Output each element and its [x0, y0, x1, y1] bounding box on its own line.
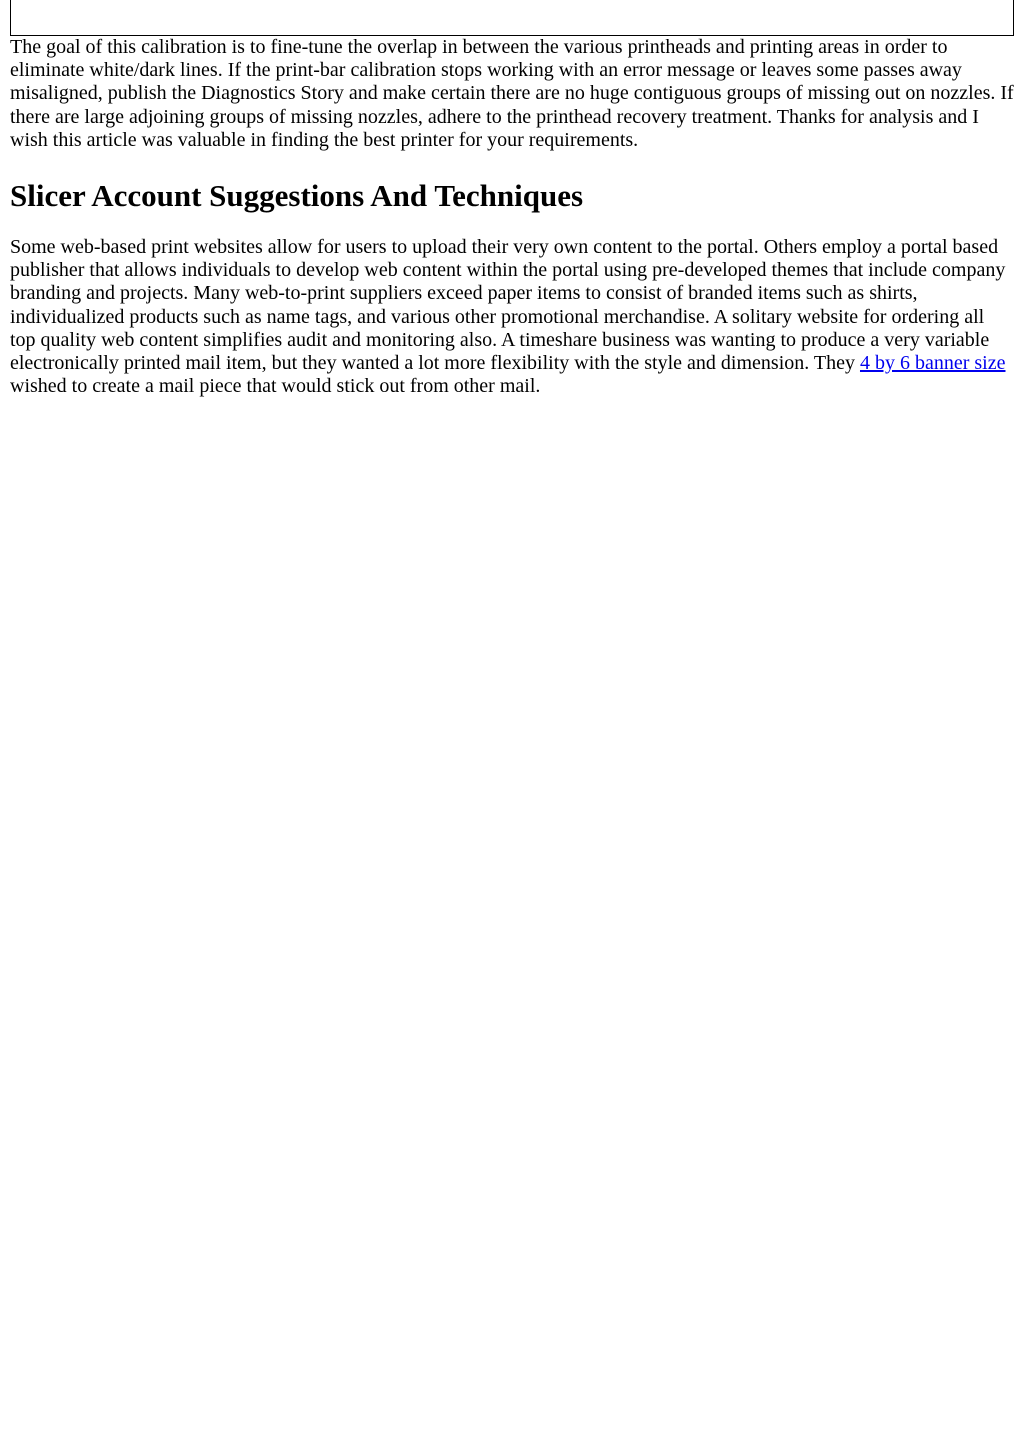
- embedded-frame: [10, 0, 1014, 36]
- section-heading: Slicer Account Suggestions And Techniques: [10, 178, 584, 214]
- article-page: [0, 0, 1024, 398]
- section-paragraph-text-after: wished to create a mail piece that would stick out from other mail.: [10, 375, 541, 398]
- banner-size-link[interactable]: 4 by 6 banner size: [859, 352, 1006, 375]
- section-paragraph: [10, 236, 1014, 398]
- section-paragraph-text-before: Some web-based print websites allow for users to upload their very own content to the portal. Others employ a portal based publisher that allows individuals to develop web content within the portal using pre-developed themes that include company branding and projects. Many web-to-print suppliers exceed paper items to consist of branded items such as shirts, individualized products such as name tags, and various other promotional merchandise. A solitary website for ordering all top quality web content simplifies audit and monitoring also. A timeshare business was wanting to produce a very variable electronically printed mail item, but they wanted a lot more flexibility with the style and dimension. They: [10, 236, 1006, 375]
- intro-paragraph: The goal of this calibration is to fine-tune the overlap in between the various printheads and printing areas in order to eliminate white/dark lines. If the print-bar calibration stops working with an error message or leaves some passes away misaligned, publish the Diagnostics Story and make certain there are no huge contiguous groups of missing out on nozzles. If there are large adjoining groups of missing nozzles, adhere to the printhead recovery treatment. Thanks for analysis and I wish this article was valuable in finding the best printer for your requirements.: [10, 36, 1014, 151]
